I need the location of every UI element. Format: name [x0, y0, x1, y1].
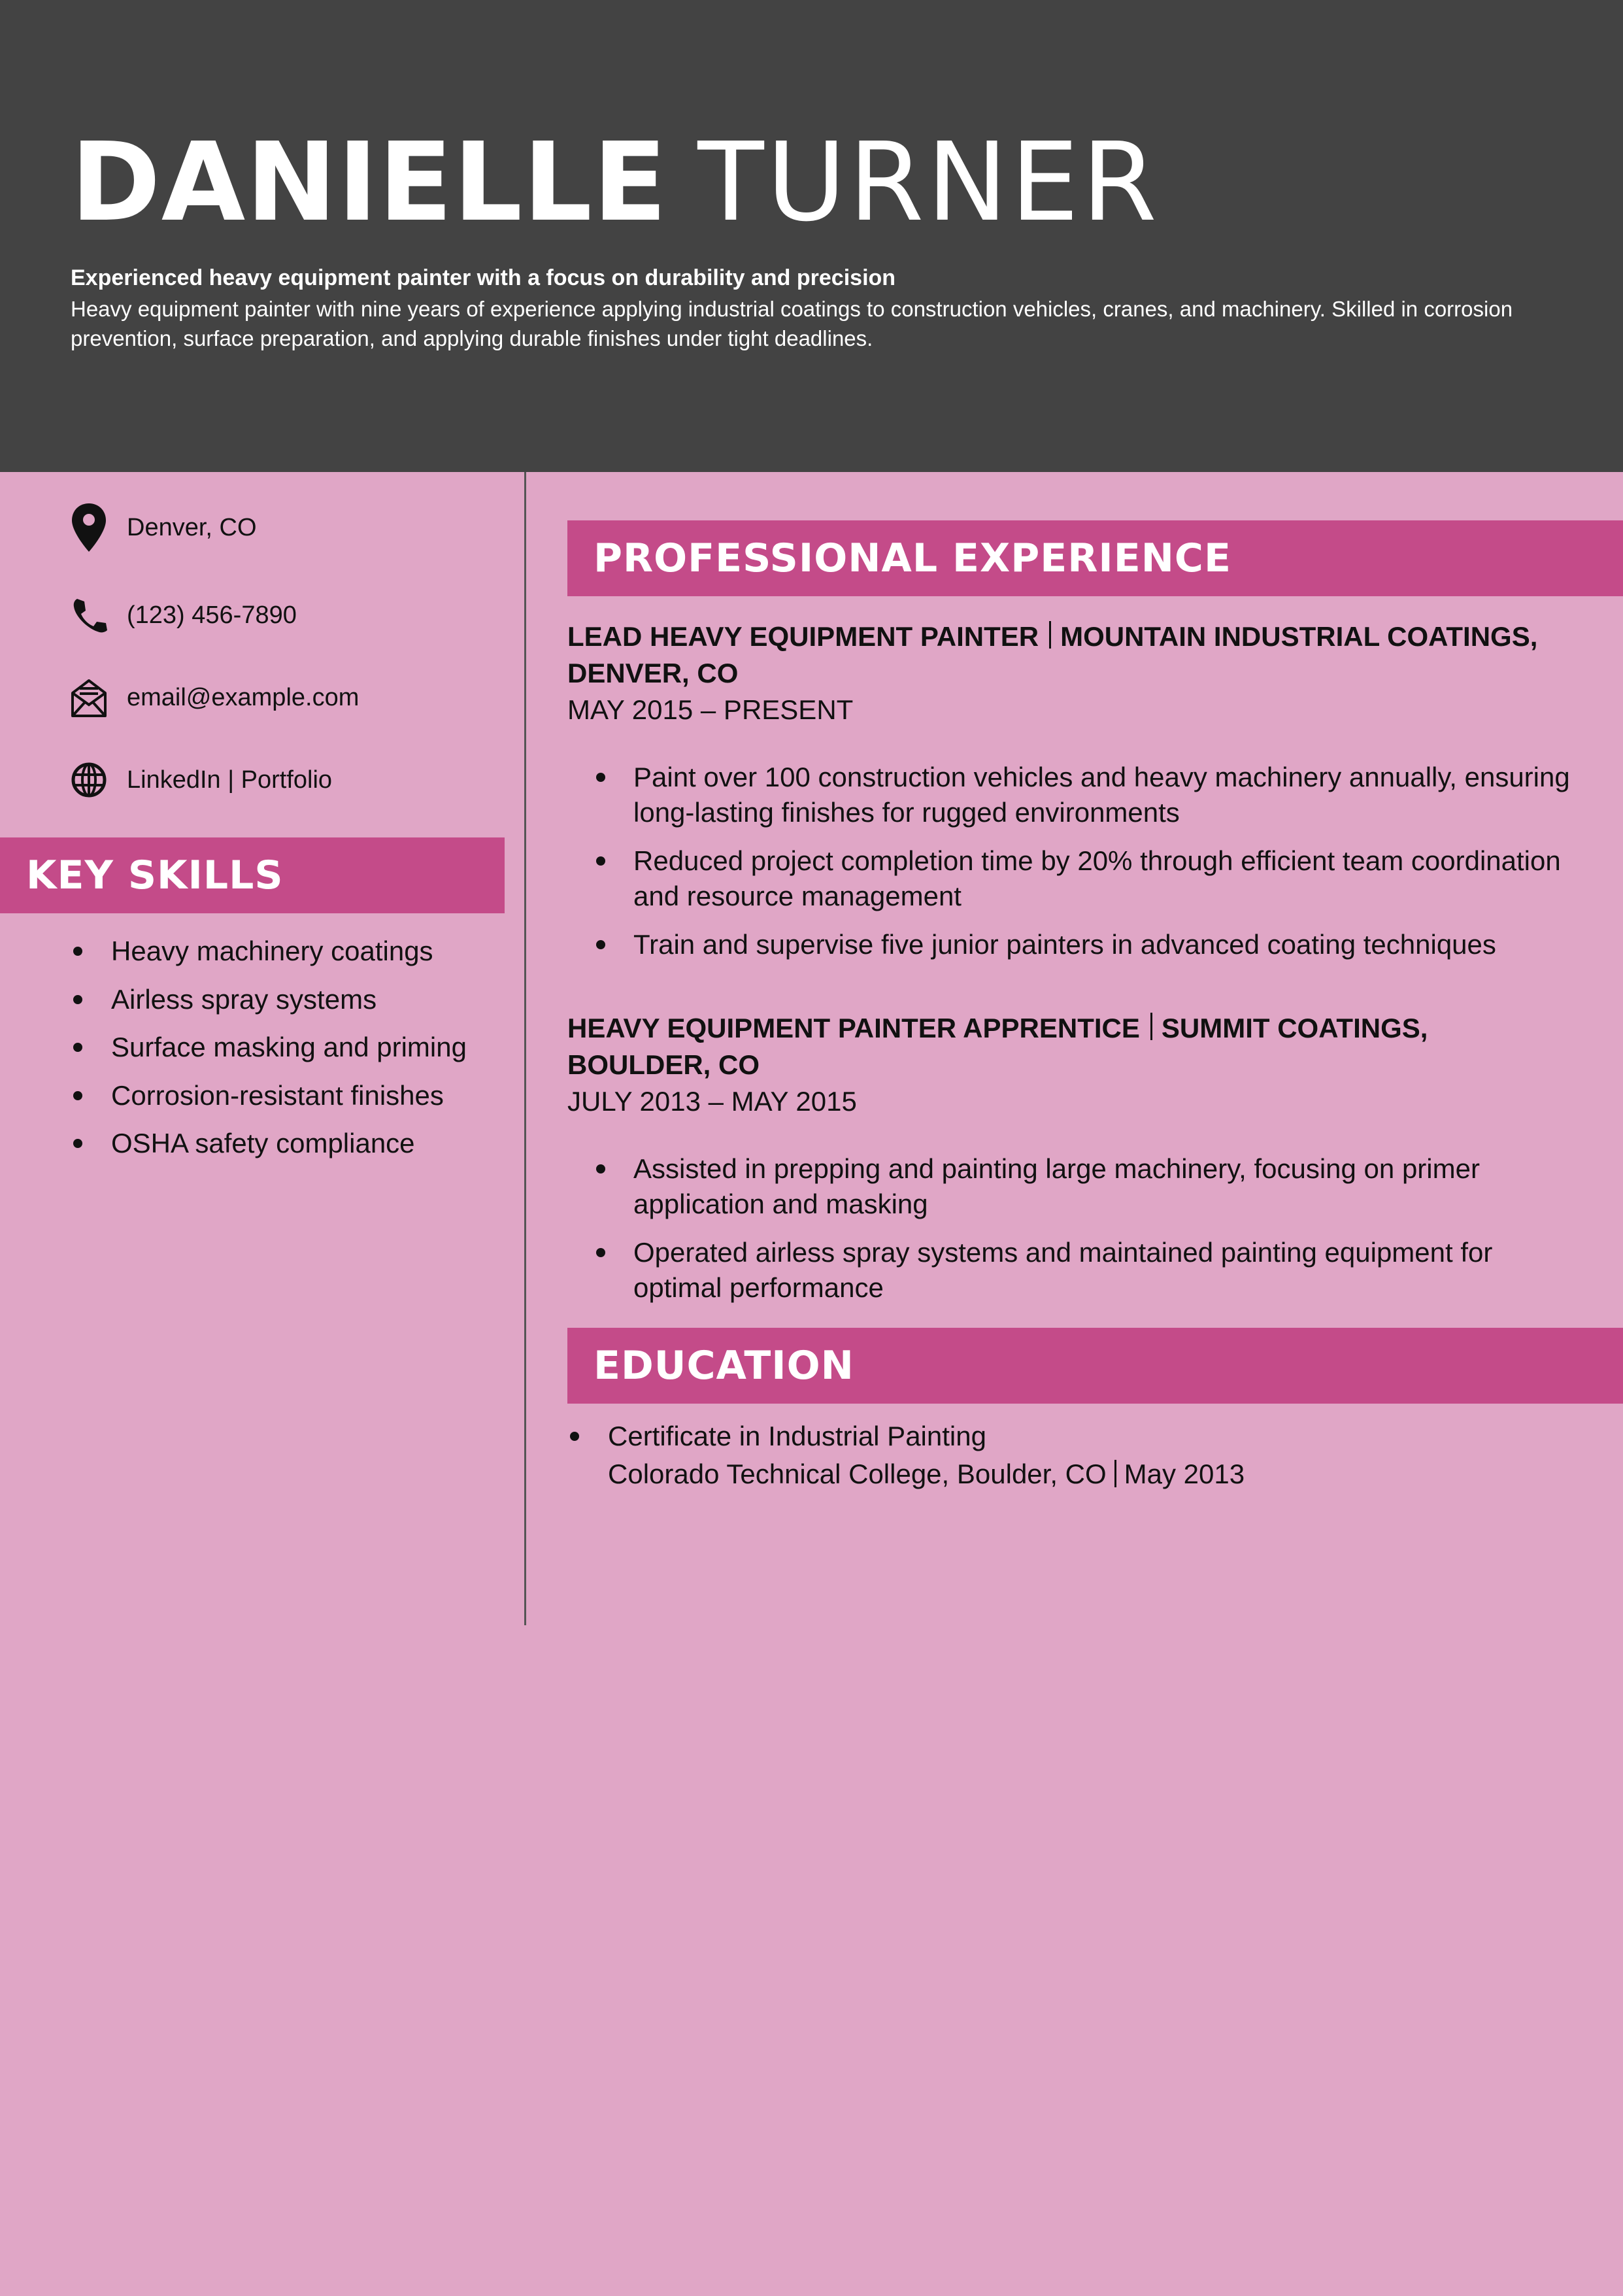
list-item: Airless spray systems — [71, 975, 467, 1024]
envelope-icon — [71, 675, 107, 720]
list-item: Heavy machinery coatings — [71, 927, 467, 975]
list-item: Train and supervise five junior painters in advanced coating techniques — [567, 927, 1575, 962]
list-item: Operated airless spray systems and maintained painting equipment for optimal performance — [567, 1235, 1575, 1306]
job-company: MOUNTAIN INDUSTRIAL COATINGS, DENVER, CO — [567, 621, 1538, 688]
skills-list — [71, 927, 467, 1168]
phone-icon — [71, 592, 107, 638]
contact-email — [71, 675, 515, 720]
experience-title: PROFESSIONAL EXPERIENCE — [594, 535, 1231, 581]
education-title: EDUCATION — [594, 1343, 854, 1389]
location-text: Denver, CO — [127, 513, 257, 541]
list-item: Paint over 100 construction vehicles and heavy machinery annually, ensuring long-lasting finishes for rugged environments — [567, 760, 1575, 830]
contact-links — [71, 757, 515, 803]
list-item: Reduced project completion time by 20% through efficient team coordination and resource management — [567, 843, 1575, 914]
job-dates: MAY 2015 – PRESENT — [567, 694, 854, 725]
column-divider — [524, 472, 526, 1625]
key-skills-header — [0, 837, 505, 913]
graduation-date: May 2013 — [1124, 1459, 1245, 1489]
separator — [1150, 1013, 1152, 1040]
key-skills-title: KEY SKILLS — [26, 853, 284, 898]
contact-phone — [71, 592, 515, 638]
job-role: LEAD HEAVY EQUIPMENT PAINTER — [567, 621, 1039, 652]
list-item: Surface masking and priming — [71, 1023, 467, 1072]
education-entry — [567, 1417, 1574, 1493]
job-role: HEAVY EQUIPMENT PAINTER APPRENTICE — [567, 1013, 1140, 1043]
job-company: SUMMIT COATINGS, BOULDER, CO — [567, 1013, 1428, 1080]
education-header — [567, 1328, 1623, 1404]
list-item: Assisted in prepping and painting large machinery, focusing on primer application and masking — [567, 1151, 1575, 1222]
phone-text: (123) 456-7890 — [127, 601, 297, 629]
school: Colorado Technical College, Boulder, CO — [608, 1459, 1107, 1489]
resume-header — [0, 0, 1623, 472]
job-entry — [567, 1010, 1574, 1319]
links-text[interactable]: LinkedIn | Portfolio — [127, 766, 333, 794]
first-name: DANIELLE — [71, 120, 668, 246]
contact-location — [71, 505, 515, 550]
job-bullets — [567, 1151, 1574, 1306]
job-bullets — [567, 760, 1574, 962]
list-item — [567, 1417, 1574, 1493]
separator — [1049, 621, 1051, 649]
globe-icon — [71, 757, 107, 803]
email-link[interactable]: email@example.com — [127, 683, 360, 711]
summary: Heavy equipment painter with nine years of experience applying industrial coatings to construction vehicles, cranes, and machinery. Skilled in corrosion prevention, surface preparation, and applying durable finishes under tight deadlines. — [71, 297, 1513, 350]
experience-header — [567, 520, 1623, 596]
map-pin-icon — [71, 505, 107, 550]
separator — [1114, 1460, 1116, 1487]
school-line — [608, 1455, 1574, 1493]
job-dates: JULY 2013 – MAY 2015 — [567, 1086, 857, 1117]
job-heading — [567, 1010, 1574, 1083]
job-entry — [567, 618, 1574, 975]
job-heading — [567, 618, 1574, 692]
last-name: TURNER — [697, 120, 1160, 246]
degree: Certificate in Industrial Painting — [608, 1421, 986, 1451]
list-item: OSHA safety compliance — [71, 1119, 467, 1168]
tagline: Experienced heavy equipment painter with a focus on durability and precision — [71, 265, 896, 290]
candidate-name — [71, 118, 1160, 248]
list-item: Corrosion-resistant finishes — [71, 1072, 467, 1120]
